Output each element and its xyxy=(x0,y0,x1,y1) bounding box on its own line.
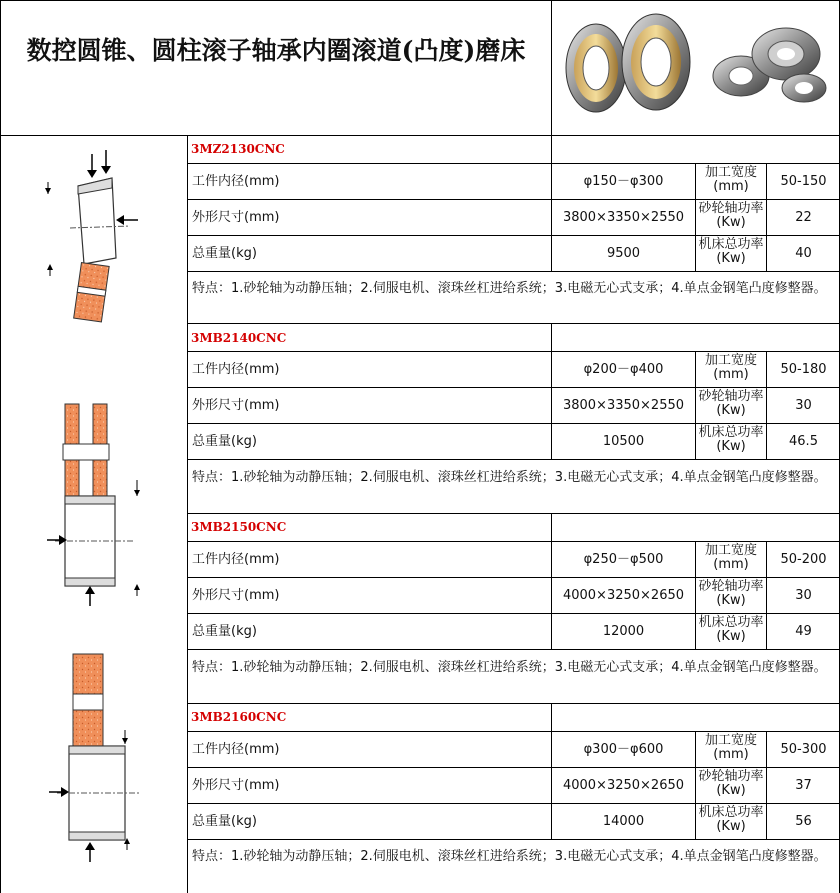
grid-line xyxy=(187,199,840,200)
param-value: 56 xyxy=(795,814,812,829)
grid-line xyxy=(187,703,840,704)
spec-value: φ200－φ400 xyxy=(583,362,664,377)
spec-label: 外形尺寸(mm) xyxy=(192,398,280,413)
spec-label: 外形尺寸(mm) xyxy=(192,210,280,225)
grinding-diagram-cylindrical-1 xyxy=(45,400,155,610)
features-text: 特点：1.砂轮轴为动静压轴；2.伺服电机、滚珠丝杠进给系统；3.电磁无心式支承；4.单点金钢笔凸度修整器。 xyxy=(192,281,827,296)
spec-value: 14000 xyxy=(602,814,645,829)
grinding-diagram-tapered xyxy=(40,148,150,323)
param-label: 机床总功率(Kw) xyxy=(698,425,764,454)
grid-line xyxy=(187,271,840,272)
spec-label: 外形尺寸(mm) xyxy=(192,778,280,793)
spec-label: 总重量(kg) xyxy=(192,434,257,449)
spec-label: 工件内径(mm) xyxy=(192,174,280,189)
spec-value: 4000×3250×2650 xyxy=(562,778,685,793)
grid-line xyxy=(187,839,840,840)
header-divider xyxy=(0,135,840,136)
param-value: 40 xyxy=(795,246,812,261)
bearing-photo xyxy=(556,6,836,130)
param-value: 22 xyxy=(795,210,812,225)
param-label: 砂轮轴功率(Kw) xyxy=(698,769,764,798)
diagram-column-divider xyxy=(187,135,188,893)
model-name: 3MZ2130CNC xyxy=(191,142,285,156)
param-label: 机床总功率(Kw) xyxy=(698,237,764,266)
page-title: 数控圆锥、圆柱滚子轴承内圈滚道(凸度)磨床 xyxy=(26,36,526,65)
grid-line xyxy=(187,235,840,236)
grid-line xyxy=(187,541,840,542)
grid-line xyxy=(187,803,840,804)
spec-value: 4000×3250×2650 xyxy=(562,588,685,603)
grid-line xyxy=(187,767,840,768)
features-text: 特点：1.砂轮轴为动静压轴；2.伺服电机、滚珠丝杠进给系统；3.电磁无心式支承；4.单点金钢笔凸度修整器。 xyxy=(192,849,827,864)
spec-value: 9500 xyxy=(606,246,641,261)
param-value: 50-150 xyxy=(780,174,827,189)
param-value: 37 xyxy=(795,778,812,793)
grid-line xyxy=(187,387,840,388)
param-value: 49 xyxy=(795,624,812,639)
param-value: 50-300 xyxy=(780,742,827,757)
spec-value: 3800×3350×2550 xyxy=(562,210,685,225)
param-label: 砂轮轴功率(Kw) xyxy=(698,201,764,230)
spec-value: 3800×3350×2550 xyxy=(562,398,685,413)
param-label: 机床总功率(Kw) xyxy=(698,805,764,834)
param-label: 加工宽度(mm) xyxy=(704,353,757,382)
grid-line xyxy=(187,459,840,460)
spec-value: φ150－φ300 xyxy=(583,174,664,189)
spec-value: 12000 xyxy=(602,624,645,639)
grid-line xyxy=(187,323,840,324)
spec-value: 10500 xyxy=(602,434,645,449)
spec-label: 总重量(kg) xyxy=(192,246,257,261)
features-text: 特点：1.砂轮轴为动静压轴；2.伺服电机、滚珠丝杠进给系统；3.电磁无心式支承；4.单点金钢笔凸度修整器。 xyxy=(192,470,827,485)
grid-line xyxy=(187,649,840,650)
spec-label: 工件内径(mm) xyxy=(192,362,280,377)
border-left xyxy=(0,0,1,893)
grid-line xyxy=(187,351,840,352)
spec-label: 工件内径(mm) xyxy=(192,742,280,757)
param-label: 砂轮轴功率(Kw) xyxy=(698,579,764,608)
param-value: 50-180 xyxy=(780,362,827,377)
param-label: 加工宽度(mm) xyxy=(704,733,757,762)
param-value: 30 xyxy=(795,588,812,603)
grid-line xyxy=(187,731,840,732)
model-name: 3MB2140CNC xyxy=(191,331,287,345)
grid-line xyxy=(187,423,840,424)
param-label: 加工宽度(mm) xyxy=(704,165,757,194)
border-top xyxy=(0,0,840,1)
spec-value: φ300－φ600 xyxy=(583,742,664,757)
spec-label: 工件内径(mm) xyxy=(192,552,280,567)
features-text: 特点：1.砂轮轴为动静压轴；2.伺服电机、滚珠丝杠进给系统；3.电磁无心式支承；4.单点金钢笔凸度修整器。 xyxy=(192,660,827,675)
param-label: 砂轮轴功率(Kw) xyxy=(698,389,764,418)
grid-line xyxy=(187,163,840,164)
spec-label: 外形尺寸(mm) xyxy=(192,588,280,603)
grid-line xyxy=(187,513,840,514)
grid-line xyxy=(187,577,840,578)
model-name: 3MB2150CNC xyxy=(191,520,287,534)
spec-label: 总重量(kg) xyxy=(192,814,257,829)
param-label: 机床总功率(Kw) xyxy=(698,615,764,644)
grinding-diagram-cylindrical-2 xyxy=(45,650,155,865)
grid-line xyxy=(187,613,840,614)
spec-label: 总重量(kg) xyxy=(192,624,257,639)
model-name: 3MB2160CNC xyxy=(191,710,287,724)
spec-value: φ250－φ500 xyxy=(583,552,664,567)
param-value: 46.5 xyxy=(789,434,818,449)
param-label: 加工宽度(mm) xyxy=(704,543,757,572)
param-value: 50-200 xyxy=(780,552,827,567)
param-value: 30 xyxy=(795,398,812,413)
